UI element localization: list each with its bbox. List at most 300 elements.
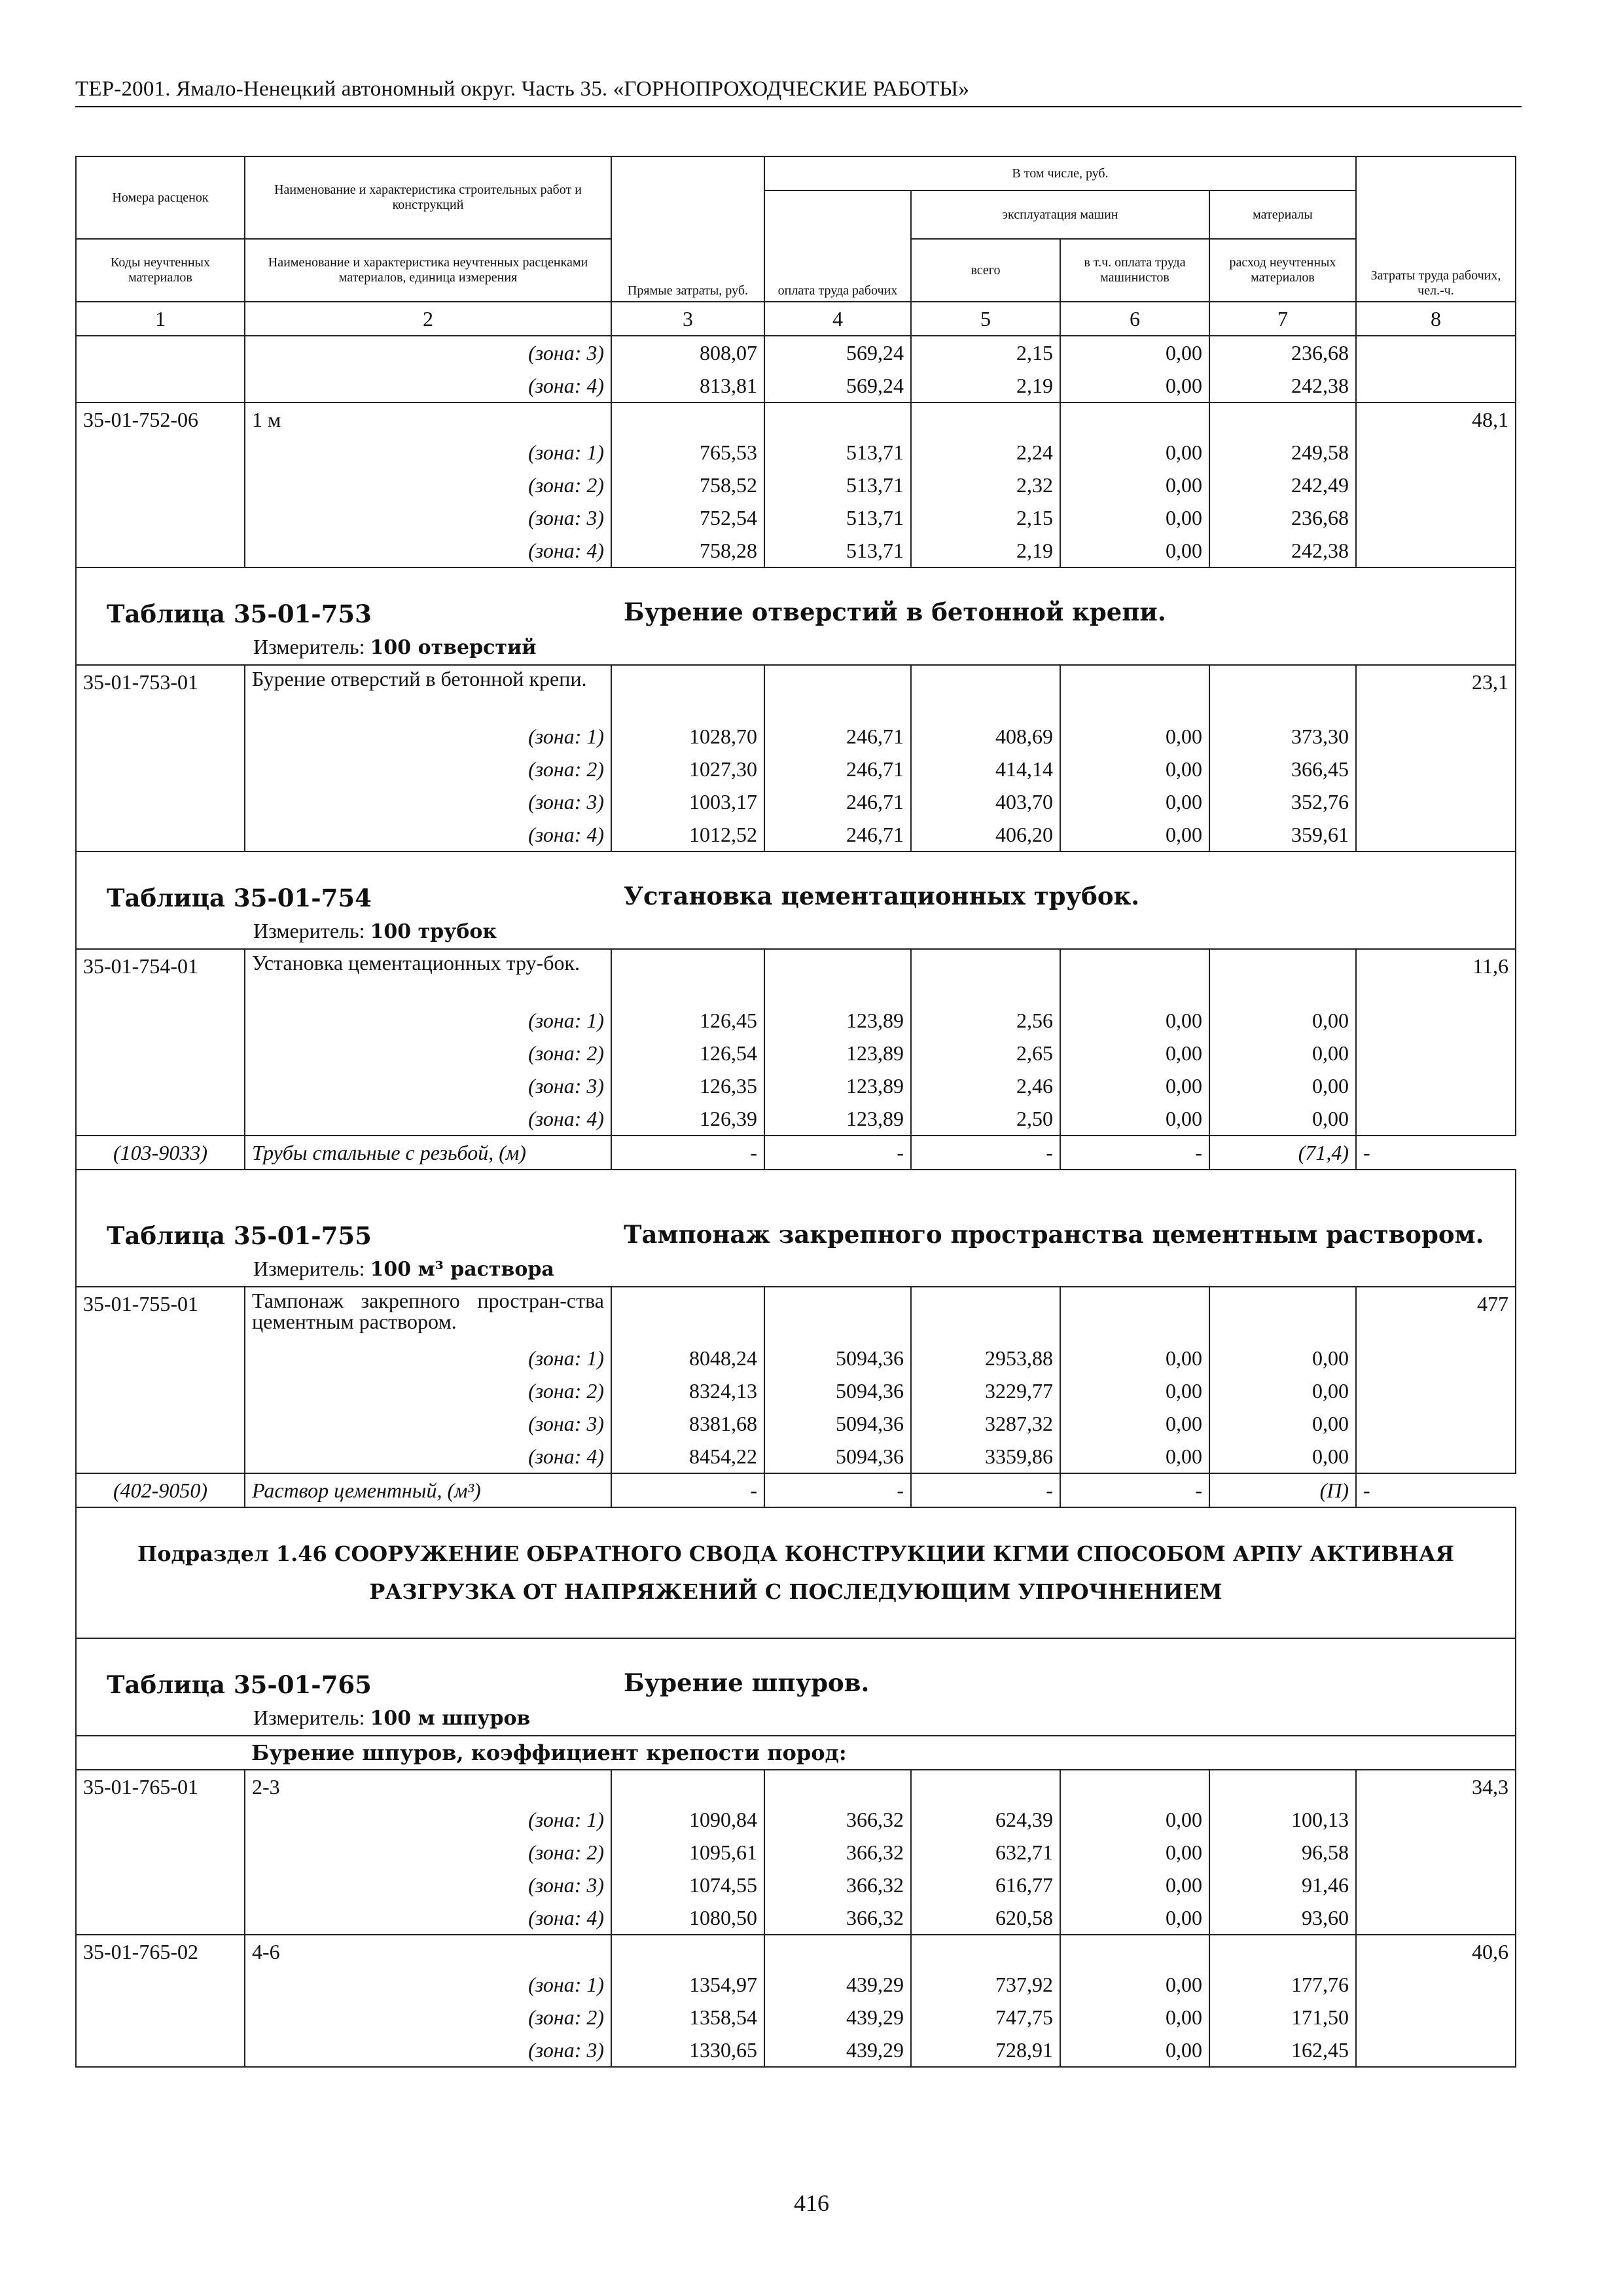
rate-code: 35-01-752-06: [76, 403, 245, 436]
value-cell: 366,45: [1209, 753, 1356, 785]
code-cell: [76, 1407, 245, 1440]
labor-cell: [1356, 501, 1516, 534]
value-cell: 813,81: [611, 369, 764, 403]
labor-cell: [1356, 1869, 1516, 1901]
material-row: [76, 1473, 1516, 1507]
code-cell: [76, 720, 245, 753]
value-cell: 126,54: [611, 1037, 764, 1069]
table-title: Таблица 35-01-765: [107, 1670, 372, 1699]
group-row: [76, 1736, 1516, 1770]
value-cell: 8381,68: [611, 1407, 764, 1440]
value-cell: 0,00: [1060, 818, 1209, 852]
value-cell: 93,60: [1209, 1901, 1356, 1935]
labor-cell: [1356, 1440, 1516, 1473]
labor-cell: [1356, 1374, 1516, 1407]
zone-label: (зона: 3): [245, 1069, 611, 1102]
table-title-row: [76, 852, 1516, 914]
rate-code: 35-01-755-01: [76, 1287, 245, 1342]
value-cell: 0,00: [1060, 1407, 1209, 1440]
code-cell: [76, 1374, 245, 1407]
measure-row: [76, 1252, 1516, 1287]
value-cell: 1095,61: [611, 1836, 764, 1869]
value-cell: 0,00: [1060, 1342, 1209, 1374]
zone-label: (зона: 2): [245, 1037, 611, 1069]
zone-row: [76, 1374, 1516, 1407]
value-cell: 1003,17: [611, 785, 764, 818]
col-code-bot: Коды неучтенных материалов: [76, 239, 245, 302]
value-cell: 366,32: [764, 1869, 911, 1901]
subsection-title: Подраздел 1.46 СООРУЖЕНИЕ ОБРАТНОГО СВОДА КОНСТРУКЦИИ КГМИ СПОСОБОМ АРПУ АКТИВНАЯ РАЗГРУЗКА ОТ НАПРЯЖЕНИЙ С ПОСЛЕДУЮЩИМ УПРОЧНЕНИЕМ: [76, 1507, 1516, 1638]
labor-cell: [1356, 720, 1516, 753]
value-cell: 1028,70: [611, 720, 764, 753]
value-cell: 632,71: [911, 1836, 1060, 1869]
value-cell: [611, 949, 764, 1004]
header-rule: [75, 106, 1522, 107]
zone-row: [76, 436, 1516, 469]
value-cell: 0,00: [1060, 1440, 1209, 1473]
value-cell: 2,65: [911, 1037, 1060, 1069]
measure-row: [76, 630, 1516, 665]
zone-row: [76, 753, 1516, 785]
zone-label: (зона: 1): [245, 1004, 611, 1037]
item-row: [76, 403, 1516, 436]
value-cell: 242,38: [1209, 369, 1356, 403]
value-cell: 624,39: [911, 1803, 1060, 1836]
code-cell: [76, 469, 245, 501]
value-cell: 0,00: [1060, 1037, 1209, 1069]
labor-cell: [1356, 469, 1516, 501]
value-cell: 352,76: [1209, 785, 1356, 818]
subsection-row: [76, 1507, 1516, 1638]
measure-value: 100 отверстий: [370, 636, 537, 659]
labor-cell: [1356, 1037, 1516, 1069]
value-cell: 123,89: [764, 1069, 911, 1102]
code-cell: [76, 1069, 245, 1102]
measure-row: [76, 914, 1516, 949]
code-cell: [76, 1869, 245, 1901]
value-cell: 0,00: [1209, 1342, 1356, 1374]
col-incl: В том числе, руб.: [764, 156, 1356, 190]
zone-label: (зона: 2): [245, 469, 611, 501]
value-cell: 8454,22: [611, 1440, 764, 1473]
value-cell: -: [764, 1473, 911, 1507]
value-cell: 0,00: [1060, 469, 1209, 501]
table-description: Установка цементационных трубок.: [624, 882, 1140, 910]
value-cell: 366,32: [764, 1803, 911, 1836]
zone-label: (зона: 2): [245, 1374, 611, 1407]
value-cell: 0,00: [1060, 1004, 1209, 1037]
item-row: [76, 665, 1516, 720]
value-cell: [764, 1935, 911, 1968]
value-cell: 2,24: [911, 436, 1060, 469]
zone-row: [76, 720, 1516, 753]
value-cell: 171,50: [1209, 2001, 1356, 2034]
value-cell: [764, 403, 911, 436]
value-cell: 513,71: [764, 436, 911, 469]
zone-label: (зона: 3): [245, 1407, 611, 1440]
value-cell: 439,29: [764, 2001, 911, 2034]
value-cell: 0,00: [1060, 1803, 1209, 1836]
labor-value: 40,6: [1356, 1935, 1516, 1968]
value-cell: -: [611, 1473, 764, 1507]
col-name-bot: Наименование и характеристика неучтенных расценками материалов, единица измерения: [245, 239, 611, 302]
value-cell: 0,00: [1209, 1102, 1356, 1136]
value-cell: [1209, 1770, 1356, 1803]
value-cell: [1209, 949, 1356, 1004]
zone-row: [76, 1004, 1516, 1037]
rate-code: 35-01-765-01: [76, 1770, 245, 1803]
value-cell: 0,00: [1060, 1102, 1209, 1136]
value-cell: 3359,86: [911, 1440, 1060, 1473]
labor-cell: [1356, 753, 1516, 785]
labor-cell: [1356, 534, 1516, 567]
value-cell: -: [611, 1136, 764, 1170]
labor-value: 23,1: [1356, 665, 1516, 720]
value-cell: 513,71: [764, 469, 911, 501]
zone-row: [76, 2001, 1516, 2034]
measure-label: Измеритель:: [253, 1706, 365, 1729]
code-cell: [76, 501, 245, 534]
value-cell: 439,29: [764, 1968, 911, 2001]
value-cell: 123,89: [764, 1037, 911, 1069]
zone-label: (зона: 1): [245, 1968, 611, 2001]
value-cell: [911, 665, 1060, 720]
table-title-row: [76, 1638, 1516, 1701]
code-cell: [76, 1968, 245, 2001]
labor-cell: [1356, 1901, 1516, 1935]
rate-code: 35-01-754-01: [76, 949, 245, 1004]
value-cell: 737,92: [911, 1968, 1060, 2001]
labor-cell: -: [1356, 1136, 1516, 1170]
value-cell: 2,19: [911, 534, 1060, 567]
zone-label: (зона: 3): [245, 1869, 611, 1901]
value-cell: 366,32: [764, 1901, 911, 1935]
value-cell: 359,61: [1209, 818, 1356, 852]
value-cell: [611, 1770, 764, 1803]
value-cell: 246,71: [764, 818, 911, 852]
labor-value: 11,6: [1356, 949, 1516, 1004]
labor-cell: [1356, 436, 1516, 469]
code-cell: [76, 818, 245, 852]
value-cell: 0,00: [1209, 1037, 1356, 1069]
zone-row: [76, 369, 1516, 403]
col-name-top: Наименование и характеристика строительных работ и конструкций: [245, 156, 611, 239]
value-cell: 2,50: [911, 1102, 1060, 1136]
value-cell: 246,71: [764, 720, 911, 753]
value-cell: -: [764, 1136, 911, 1170]
value-cell: 2,46: [911, 1069, 1060, 1102]
table-title-cell: [76, 1638, 1516, 1701]
code-cell: [76, 1037, 245, 1069]
value-cell: 1354,97: [611, 1968, 764, 2001]
code-cell: [76, 2001, 245, 2034]
value-cell: 0,00: [1060, 336, 1209, 369]
code-cell: [76, 1901, 245, 1935]
value-cell: 408,69: [911, 720, 1060, 753]
value-cell: 513,71: [764, 501, 911, 534]
value-cell: -: [1060, 1136, 1209, 1170]
value-cell: 246,71: [764, 753, 911, 785]
value-cell: 246,71: [764, 785, 911, 818]
value-cell: [1209, 1935, 1356, 1968]
zone-label: (зона: 1): [245, 1342, 611, 1374]
value-cell: 3229,77: [911, 1374, 1060, 1407]
col-num: 4: [764, 302, 911, 336]
zone-row: [76, 1901, 1516, 1935]
value-cell: -: [911, 1136, 1060, 1170]
value-cell: 2,56: [911, 1004, 1060, 1037]
value-cell: 1358,54: [611, 2001, 764, 2034]
col-num: 3: [611, 302, 764, 336]
zone-row: [76, 1803, 1516, 1836]
value-cell: [764, 1287, 911, 1342]
code-cell: [76, 1440, 245, 1473]
value-cell: [911, 1770, 1060, 1803]
material-name: Трубы стальные с резьбой, (м): [245, 1136, 611, 1170]
material-use: (П): [1209, 1473, 1356, 1507]
zone-row: [76, 336, 1516, 369]
value-cell: 0,00: [1060, 2001, 1209, 2034]
table-description: Бурение шпуров.: [624, 1668, 870, 1697]
value-cell: [1060, 1287, 1209, 1342]
zone-row: [76, 818, 1516, 852]
value-cell: 5094,36: [764, 1440, 911, 1473]
zone-row: [76, 1968, 1516, 2001]
labor-cell: [1356, 336, 1516, 369]
measure-label: Измеритель:: [253, 1257, 365, 1280]
material-name: Раствор цементный, (м³): [245, 1473, 611, 1507]
value-cell: -: [1060, 1473, 1209, 1507]
zone-row: [76, 469, 1516, 501]
labor-cell: [1356, 818, 1516, 852]
zone-label: (зона: 3): [245, 501, 611, 534]
value-cell: 2,32: [911, 469, 1060, 501]
value-cell: 0,00: [1060, 1869, 1209, 1901]
value-cell: 620,58: [911, 1901, 1060, 1935]
rates-table: [75, 156, 1516, 2068]
labor-cell: [1356, 369, 1516, 403]
value-cell: [1209, 665, 1356, 720]
value-cell: 0,00: [1209, 1069, 1356, 1102]
col-num: 2: [245, 302, 611, 336]
col-num: 8: [1356, 302, 1516, 336]
value-cell: [911, 1287, 1060, 1342]
code-cell: [76, 1736, 245, 1770]
zone-row: [76, 1342, 1516, 1374]
zone-row: [76, 1869, 1516, 1901]
measure-cell: [76, 914, 1516, 949]
measure-row: [76, 1701, 1516, 1736]
running-header: ТЕР-2001. Ямало-Ненецкий автономный округ. Часть 35. «ГОРНОПРОХОДЧЕСКИЕ РАБОТЫ»: [75, 77, 970, 101]
labor-cell: [1356, 2001, 1516, 2034]
value-cell: 126,35: [611, 1069, 764, 1102]
value-cell: 758,28: [611, 534, 764, 567]
code-cell: [76, 1004, 245, 1037]
measure-cell: [76, 1252, 1516, 1287]
rate-name: Бурение отверстий в бетонной крепи.: [245, 665, 611, 720]
value-cell: 249,58: [1209, 436, 1356, 469]
zone-row: [76, 1836, 1516, 1869]
labor-cell: [1356, 1836, 1516, 1869]
code-cell: [76, 336, 245, 369]
value-cell: [611, 403, 764, 436]
value-cell: [764, 665, 911, 720]
value-cell: 0,00: [1060, 720, 1209, 753]
zone-label: (зона: 4): [245, 1440, 611, 1473]
labor-cell: [1356, 1803, 1516, 1836]
table-title-cell: [76, 1170, 1516, 1252]
value-cell: [1060, 1935, 1209, 1968]
value-cell: 236,68: [1209, 336, 1356, 369]
value-cell: 0,00: [1060, 501, 1209, 534]
col-num: 7: [1209, 302, 1356, 336]
value-cell: 177,76: [1209, 1968, 1356, 2001]
labor-cell: [1356, 2034, 1516, 2067]
zone-row: [76, 501, 1516, 534]
value-cell: 0,00: [1060, 1374, 1209, 1407]
col-labor-cost: Затраты труда рабочих, чел.-ч.: [1356, 156, 1516, 302]
rate-code: 35-01-765-02: [76, 1935, 245, 1968]
value-cell: 1090,84: [611, 1803, 764, 1836]
code-cell: [76, 785, 245, 818]
zone-row: [76, 1102, 1516, 1136]
value-cell: 2953,88: [911, 1342, 1060, 1374]
value-cell: 3287,32: [911, 1407, 1060, 1440]
value-cell: 0,00: [1060, 753, 1209, 785]
value-cell: [611, 1935, 764, 1968]
value-cell: 100,13: [1209, 1803, 1356, 1836]
value-cell: 123,89: [764, 1102, 911, 1136]
value-cell: 616,77: [911, 1869, 1060, 1901]
value-cell: 0,00: [1060, 436, 1209, 469]
value-cell: 0,00: [1060, 1901, 1209, 1935]
value-cell: [1060, 403, 1209, 436]
value-cell: 765,53: [611, 436, 764, 469]
value-cell: 1027,30: [611, 753, 764, 785]
zone-label: (зона: 1): [245, 436, 611, 469]
value-cell: 0,00: [1060, 369, 1209, 403]
zone-label: (зона: 4): [245, 369, 611, 403]
value-cell: 8048,24: [611, 1342, 764, 1374]
value-cell: 96,58: [1209, 1836, 1356, 1869]
col-mach-total: всего: [911, 239, 1060, 302]
zone-row: [76, 2034, 1516, 2067]
zone-label: (зона: 2): [245, 2001, 611, 2034]
zone-row: [76, 1407, 1516, 1440]
value-cell: 403,70: [911, 785, 1060, 818]
value-cell: 1074,55: [611, 1869, 764, 1901]
material-code: (103-9033): [76, 1136, 245, 1170]
value-cell: 0,00: [1209, 1407, 1356, 1440]
value-cell: 728,91: [911, 2034, 1060, 2067]
value-cell: 242,38: [1209, 534, 1356, 567]
labor-cell: [1356, 1342, 1516, 1374]
value-cell: 758,52: [611, 469, 764, 501]
value-cell: [1060, 949, 1209, 1004]
rate-name: 1 м: [245, 403, 611, 436]
labor-cell: [1356, 1102, 1516, 1136]
rate-name: Установка цементационных тру-бок.: [245, 949, 611, 1004]
code-cell: [76, 1803, 245, 1836]
labor-value: 48,1: [1356, 403, 1516, 436]
table-description: Бурение отверстий в бетонной крепи.: [624, 598, 1166, 626]
value-cell: [1209, 1287, 1356, 1342]
value-cell: 366,32: [764, 1836, 911, 1869]
zone-label: (зона: 4): [245, 818, 611, 852]
item-row: [76, 1287, 1516, 1342]
value-cell: [911, 1935, 1060, 1968]
value-cell: 0,00: [1209, 1374, 1356, 1407]
zone-row: [76, 785, 1516, 818]
value-cell: 91,46: [1209, 1869, 1356, 1901]
col-direct: Прямые затраты, руб.: [611, 156, 764, 302]
value-cell: [611, 1287, 764, 1342]
code-cell: [76, 1342, 245, 1374]
value-cell: 406,20: [911, 818, 1060, 852]
value-cell: 2,15: [911, 501, 1060, 534]
value-cell: 1012,52: [611, 818, 764, 852]
value-cell: [1209, 403, 1356, 436]
col-num: 5: [911, 302, 1060, 336]
zone-label: (зона: 2): [245, 753, 611, 785]
value-cell: 0,00: [1060, 1069, 1209, 1102]
code-cell: [76, 1836, 245, 1869]
table-title: Таблица 35-01-753: [107, 600, 372, 628]
zone-row: [76, 1440, 1516, 1473]
code-cell: [76, 1102, 245, 1136]
item-row: [76, 1770, 1516, 1803]
measure-label: Измеритель:: [253, 635, 365, 658]
table-title: Таблица 35-01-754: [107, 884, 372, 912]
table-description: Тампонаж закрепного пространства цементным раствором.: [624, 1220, 1484, 1249]
rate-name: 4-6: [245, 1935, 611, 1968]
zone-label: (зона: 4): [245, 1102, 611, 1136]
value-cell: [911, 949, 1060, 1004]
labor-value: 34,3: [1356, 1770, 1516, 1803]
table-title-cell: [76, 567, 1516, 630]
value-cell: 123,89: [764, 1004, 911, 1037]
zone-row: [76, 1037, 1516, 1069]
value-cell: 162,45: [1209, 2034, 1356, 2067]
zone-label: (зона: 4): [245, 534, 611, 567]
measure-cell: [76, 630, 1516, 665]
value-cell: 808,07: [611, 336, 764, 369]
value-cell: [611, 665, 764, 720]
value-cell: 8324,13: [611, 1374, 764, 1407]
value-cell: 0,00: [1060, 1968, 1209, 2001]
value-cell: 5094,36: [764, 1342, 911, 1374]
measure-value: 100 м шпуров: [370, 1707, 531, 1730]
item-row: [76, 949, 1516, 1004]
col-labor: оплата труда рабочих: [764, 190, 911, 302]
zone-label: (зона: 4): [245, 1901, 611, 1935]
value-cell: [764, 949, 911, 1004]
col-num: 6: [1060, 302, 1209, 336]
value-cell: 0,00: [1060, 534, 1209, 567]
measure-value: 100 трубок: [370, 920, 497, 943]
zone-label: (зона: 2): [245, 1836, 611, 1869]
table-title-cell: [76, 852, 1516, 914]
table-title-row: [76, 1170, 1516, 1252]
value-cell: [911, 403, 1060, 436]
measure-label: Измеритель:: [253, 919, 365, 942]
labor-cell: [1356, 1407, 1516, 1440]
value-cell: 513,71: [764, 534, 911, 567]
table-title-row: [76, 567, 1516, 630]
material-row: [76, 1136, 1516, 1170]
labor-cell: [1356, 1968, 1516, 2001]
value-cell: 242,49: [1209, 469, 1356, 501]
